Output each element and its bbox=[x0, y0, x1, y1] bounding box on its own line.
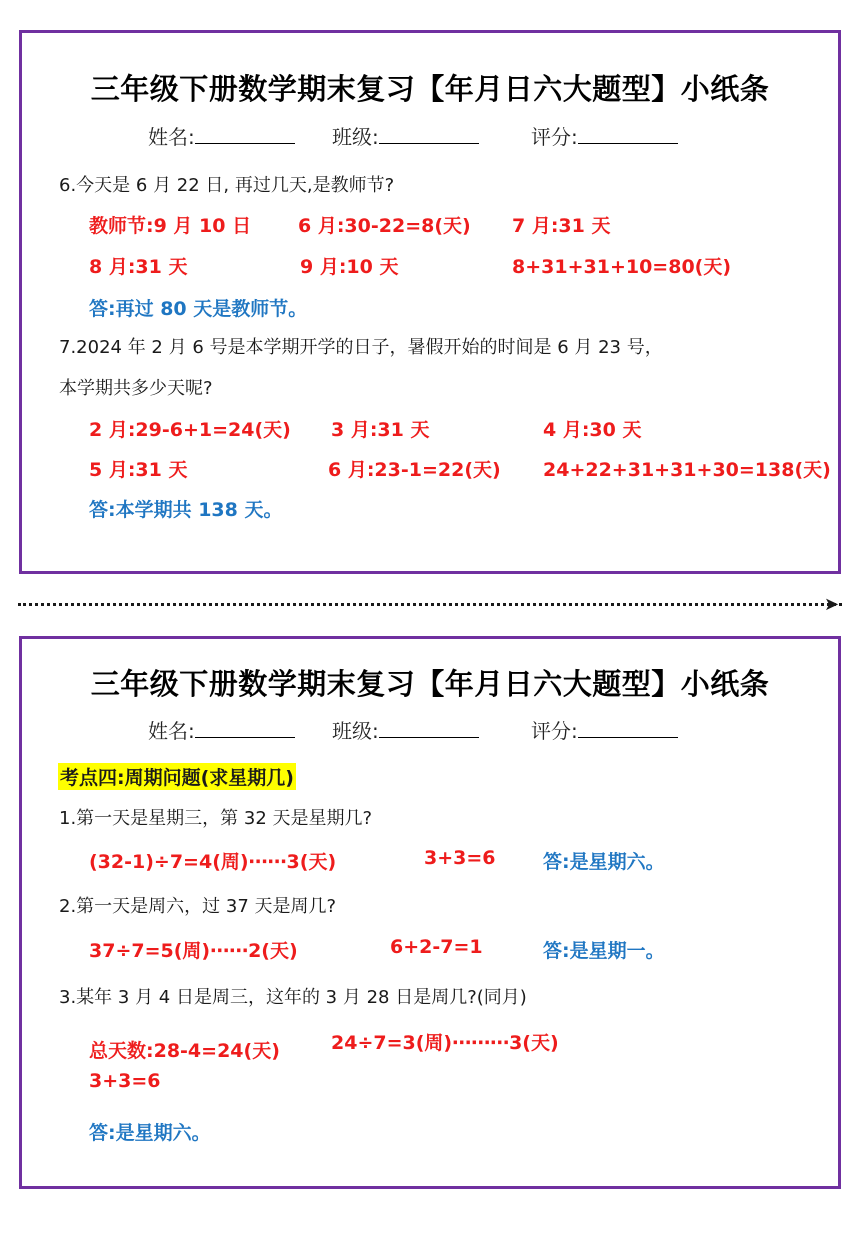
q7-work: 6 月:23-1=22(天) bbox=[328, 459, 501, 481]
q7-work: 2 月:29-6+1=24(天) bbox=[89, 419, 291, 441]
q2-answer: 答:是星期一。 bbox=[543, 940, 665, 962]
q6-work: 9 月:10 天 bbox=[300, 256, 399, 278]
class-field bbox=[332, 121, 479, 150]
arrow-right-icon: ➤ bbox=[824, 594, 840, 615]
card-title: 三年级下册数学期末复习【年月日六大题型】小纸条 bbox=[90, 667, 770, 701]
q3-work: 24÷7=3(周)⋯⋯⋯3(天) bbox=[331, 1032, 559, 1054]
question-3: 3.某年 3 月 4 日是周三，这年的 3 月 28 日是周几?(同月) bbox=[59, 987, 527, 1008]
q6-work: 教师节:9 月 10 日 bbox=[89, 215, 252, 237]
q1-answer: 答:是星期六。 bbox=[543, 851, 665, 873]
question-1: 1.第一天是星期三，第 32 天是星期几? bbox=[59, 808, 373, 829]
name-field bbox=[148, 121, 295, 150]
q6-answer: 答:再过 80 天是教师节。 bbox=[89, 298, 308, 320]
q3-answer: 答:是星期六。 bbox=[89, 1122, 211, 1144]
review-card-1 bbox=[19, 30, 841, 574]
name-blank bbox=[195, 125, 295, 144]
q2-work: 6+2-7=1 bbox=[390, 936, 483, 958]
class-field bbox=[332, 715, 479, 744]
name-label: 姓名: bbox=[148, 719, 195, 743]
name-label: 姓名: bbox=[148, 125, 195, 149]
question-6: 6.今天是 6 月 22 日, 再过几天,是教师节? bbox=[59, 175, 395, 196]
q2-work: 37÷7=5(周)⋯⋯2(天) bbox=[89, 940, 298, 962]
class-blank bbox=[379, 125, 479, 144]
q3-work: 总天数:28-4=24(天) bbox=[89, 1040, 280, 1062]
score-field bbox=[531, 715, 678, 744]
q7-work: 5 月:31 天 bbox=[89, 459, 188, 481]
question-7-line1: 7.2024 年 2 月 6 号是本学期开学的日子，暑假开始的时间是 6 月 23 号， bbox=[59, 337, 663, 358]
q6-work: 7 月:31 天 bbox=[512, 215, 611, 237]
cut-line bbox=[18, 603, 842, 606]
q1-work: 3+3=6 bbox=[424, 847, 496, 869]
q7-work: 4 月:30 天 bbox=[543, 419, 642, 441]
score-label: 评分: bbox=[531, 125, 578, 149]
q7-work: 24+22+31+31+30=138(天) bbox=[543, 459, 831, 481]
class-label: 班级: bbox=[332, 125, 379, 149]
score-blank bbox=[578, 125, 678, 144]
q6-work: 8+31+31+10=80(天) bbox=[512, 256, 732, 278]
question-7-line2: 本学期共多少天呢? bbox=[59, 378, 213, 399]
class-label: 班级: bbox=[332, 719, 379, 743]
q1-work: (32-1)÷7=4(周)⋯⋯3(天) bbox=[89, 851, 337, 873]
class-blank bbox=[379, 719, 479, 738]
question-2: 2.第一天是周六，过 37 天是周几? bbox=[59, 896, 337, 917]
q3-work: 3+3=6 bbox=[89, 1070, 161, 1092]
q6-work: 6 月:30-22=8(天) bbox=[298, 215, 471, 237]
q6-work: 8 月:31 天 bbox=[89, 256, 188, 278]
score-field bbox=[531, 121, 678, 150]
section-heading: 考点四:周期问题(求星期几) bbox=[58, 763, 296, 790]
q7-answer: 答:本学期共 138 天。 bbox=[89, 499, 283, 521]
name-blank bbox=[195, 719, 295, 738]
q7-work: 3 月:31 天 bbox=[331, 419, 430, 441]
card-title: 三年级下册数学期末复习【年月日六大题型】小纸条 bbox=[90, 72, 770, 106]
score-blank bbox=[578, 719, 678, 738]
name-field bbox=[148, 715, 295, 744]
review-card-2 bbox=[19, 636, 841, 1189]
score-label: 评分: bbox=[531, 719, 578, 743]
